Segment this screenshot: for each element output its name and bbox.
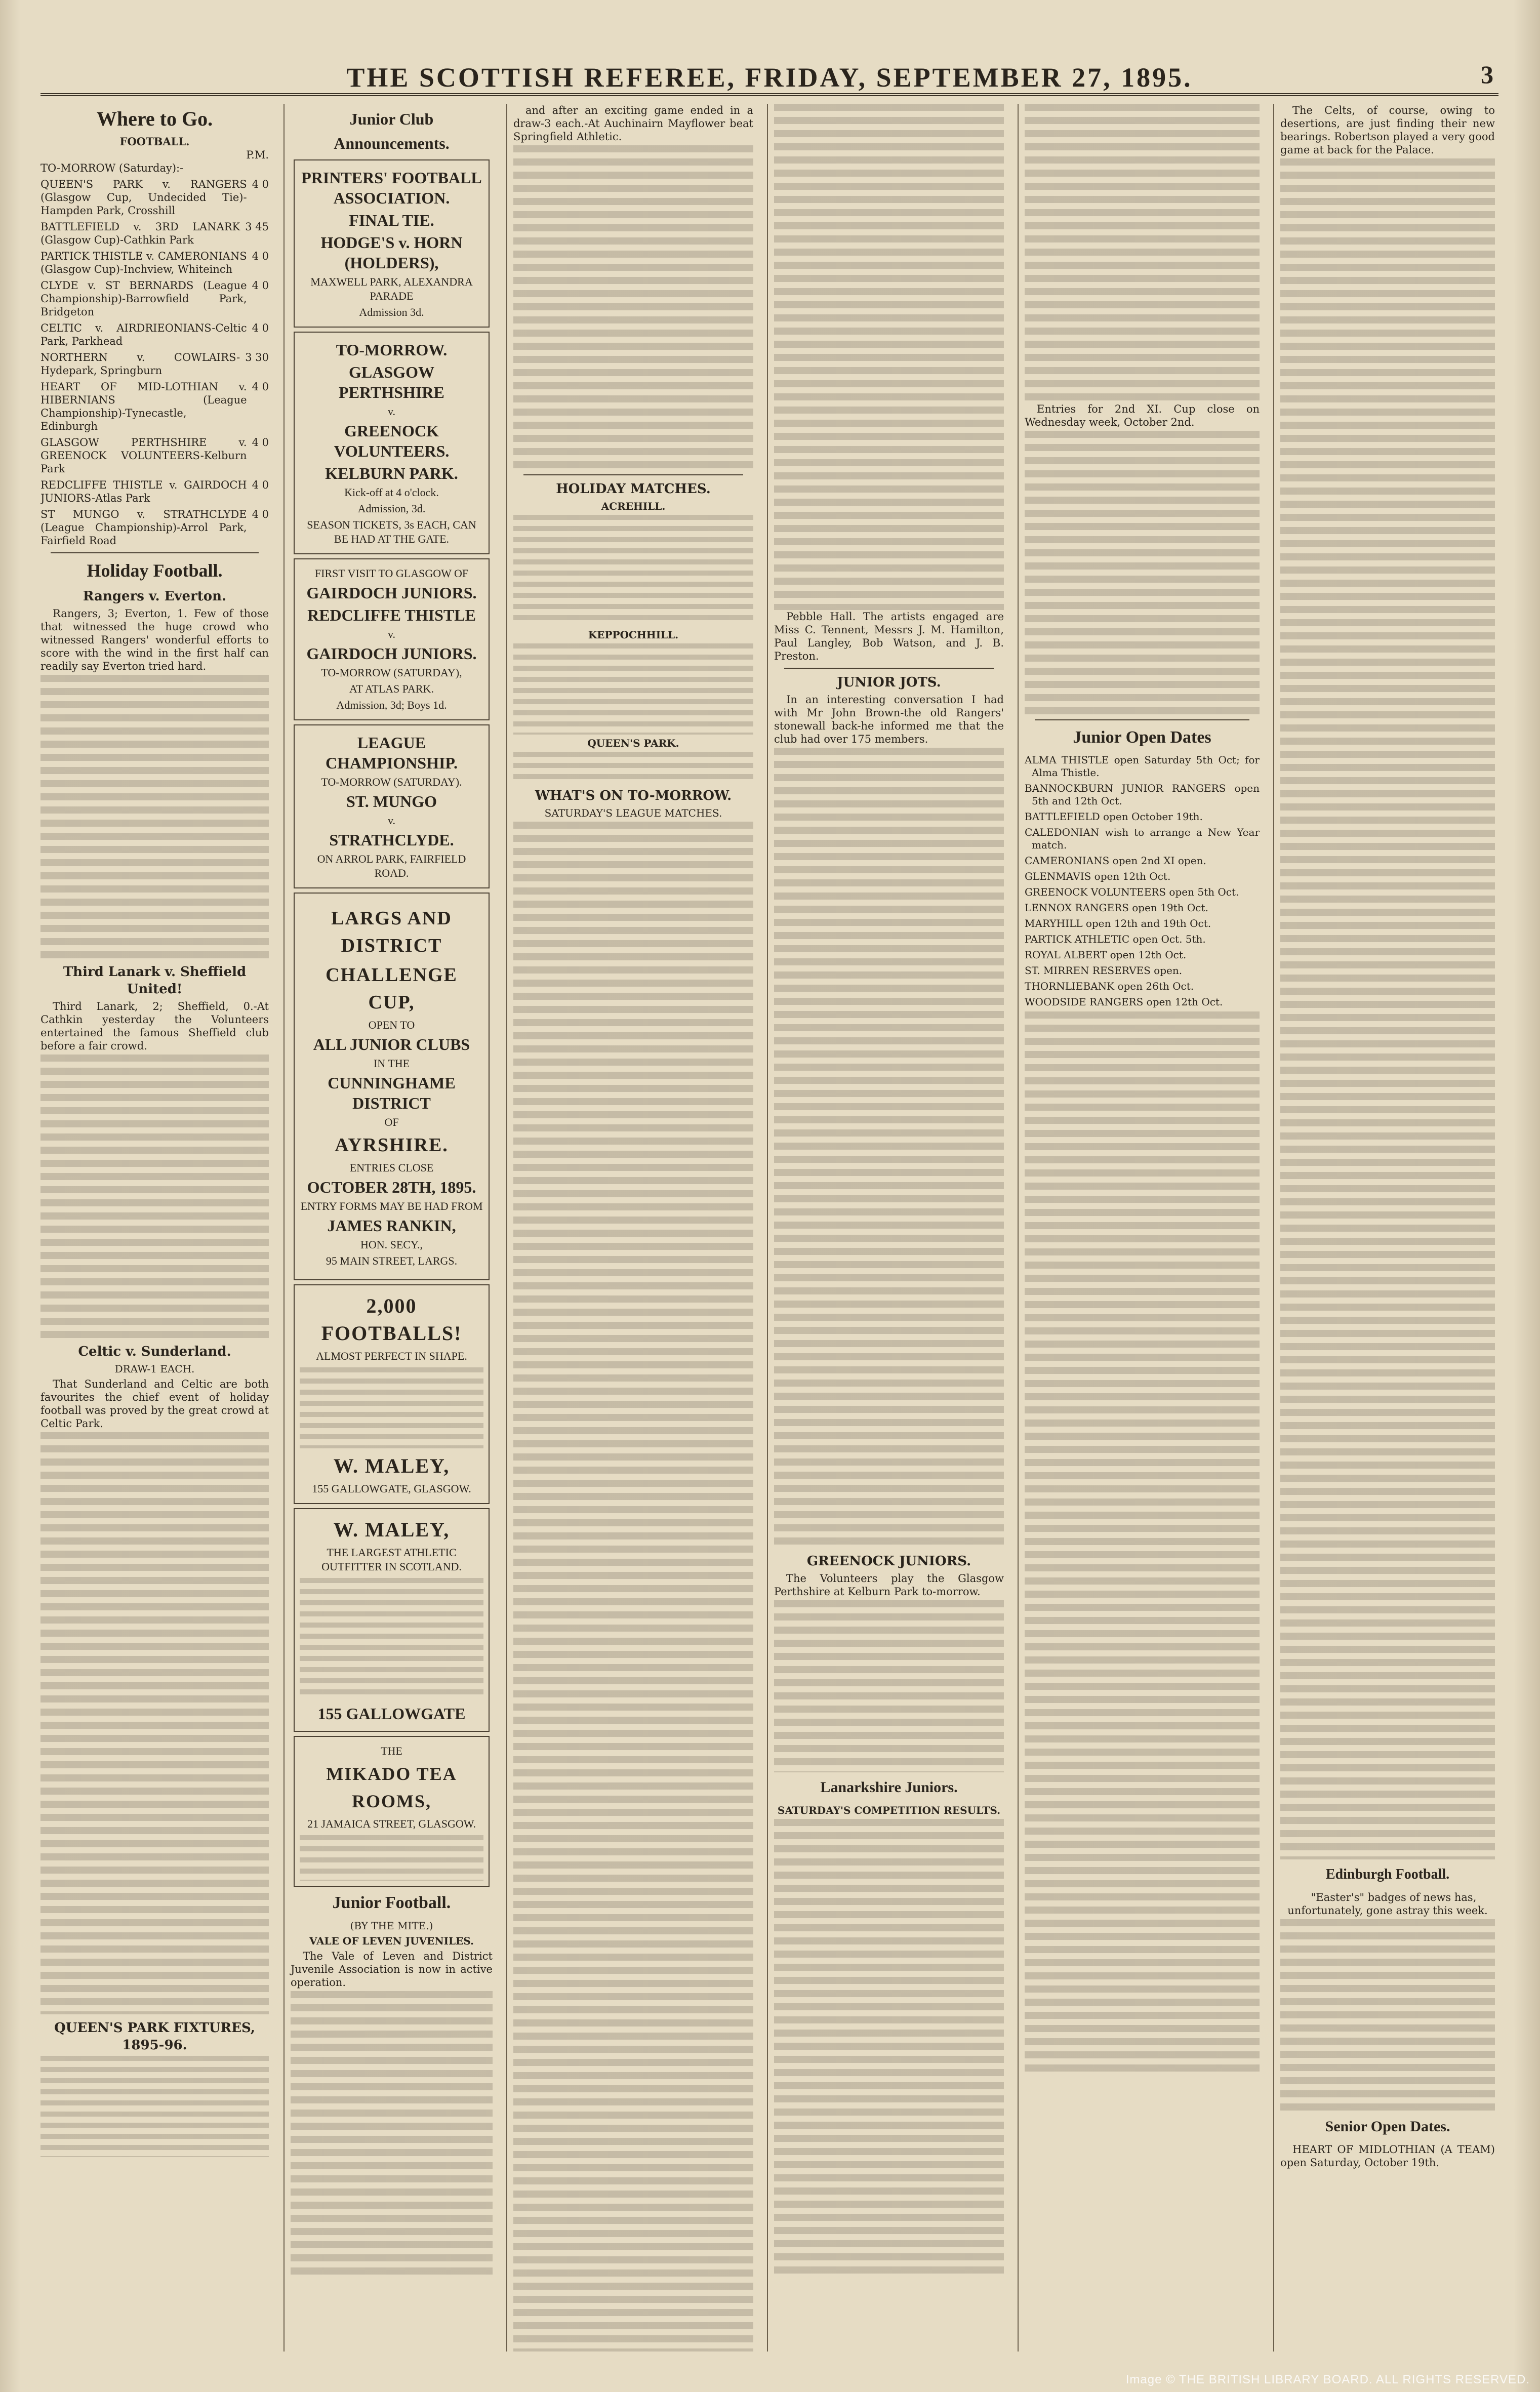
ad-line: IN THE (373, 1057, 410, 1070)
ad-line: CUNNINGHAME DISTRICT (328, 1074, 456, 1112)
fixture-row (40, 250, 269, 276)
fixture-row (40, 178, 269, 217)
ad-line: LARGS AND DISTRICT (331, 908, 452, 956)
whats-on-heading: WHAT'S ON TO-MORROW. (535, 788, 732, 803)
fixture-time: 4 0 (252, 381, 269, 393)
ad-printers-football (294, 159, 490, 328)
filler-text-block (1025, 431, 1260, 714)
filler-text-block (1280, 1919, 1495, 2112)
filler-text-block (774, 1819, 1004, 2275)
open-date-entry: GREENOCK VOLUNTEERS open 5th Oct. (1025, 886, 1239, 898)
fixture-row (40, 321, 269, 348)
ad-line: HODGE'S v. HORN (HOLDERS), (320, 233, 463, 272)
ad-line: ON ARROL PARK, FAIRFIELD ROAD. (317, 853, 466, 879)
ad-line: 95 MAIN STREET, LARGS. (326, 1254, 458, 1267)
ad-line: v. (387, 405, 396, 418)
open-date-entry: LENNOX RANGERS open 19th Oct. (1025, 902, 1208, 914)
ad-line: MIKADO TEA ROOMS, (326, 1764, 457, 1811)
ad-line: KELBURN PARK. (325, 464, 458, 482)
junior-open-dates-heading: Junior Open Dates (1073, 728, 1211, 747)
junior-byline: (BY THE MITE.) (350, 1920, 433, 1932)
filler-text-block (513, 643, 753, 735)
ad-line: THE (381, 1745, 402, 1757)
match-report-celtic-sunderland: That Sunderland and Celtic are both favourites the chief event of holiday football was proved by the great crowd at Celtic Park. (40, 1378, 269, 1430)
ad-line: OPEN TO (368, 1019, 415, 1031)
open-date-entry: CALEDONIAN wish to arrange a New Year match. (1025, 826, 1260, 851)
fixture-time: 4 0 (252, 178, 269, 190)
ad-line: 155 GALLOWGATE (317, 1705, 466, 1723)
fixture-text: TO-MORROW (Saturday):- (40, 162, 184, 174)
fixture-text: GLASGOW PERTHSHIRE v. GREENOCK VOLUNTEERS-Kelburn Park (40, 436, 247, 475)
open-date-entry: BATTLEFIELD open October 19th. (1025, 810, 1203, 823)
time-header (40, 148, 269, 161)
junior-jots-heading: JUNIOR JOTS. (837, 675, 941, 690)
senior-open-dates-heading: Senior Open Dates. (1325, 2118, 1450, 2135)
open-date-entry: BANNOCKBURN JUNIOR RANGERS open 5th and 12th Oct. (1025, 782, 1260, 807)
ad-line: GREENOCK VOLUNTEERS. (334, 422, 450, 460)
fixture-row (40, 380, 269, 433)
fixture-text: BATTLEFIELD v. 3RD LANARK (Glasgow Cup)-Cathkin Park (40, 221, 240, 246)
queens-park-fixtures-heading: QUEEN'S PARK FIXTURES, 1895-96. (54, 2020, 255, 2053)
ad-line: TO-MORROW (SATURDAY), (321, 666, 462, 679)
ad-line: GAIRDOCH JUNIORS. (306, 644, 477, 663)
divider (784, 668, 994, 669)
ad-line: OF (384, 1116, 399, 1128)
ad-line: ALL JUNIOR CLUBS (313, 1035, 470, 1053)
ad-perthshire-volunteers (294, 332, 490, 554)
where-to-go-heading: Where to Go. (96, 107, 213, 130)
queens-park-subheading: QUEEN'S PARK. (587, 737, 679, 749)
filler-text-block (1025, 1011, 1260, 2075)
ad-line: Admission, 3d. (357, 502, 426, 515)
fixture-text: CLYDE v. ST BERNARDS (League Championship)-Barrowfield Park, Bridgeton (40, 279, 247, 318)
ad-maley-outfitter (294, 1508, 490, 1732)
ad-line: 21 JAMAICA STREET, GLASGOW. (307, 1817, 476, 1830)
ad-line: STRATHCLYDE. (329, 831, 454, 849)
ad-line: AYRSHIRE. (335, 1134, 449, 1156)
ad-largs-challenge-cup (294, 893, 490, 1280)
divider (523, 474, 743, 475)
copyright-imprint: Image © THE BRITISH LIBRARY BOARD. ALL RIGHTS RESERVED. (1125, 2373, 1530, 2386)
fixture-row (40, 478, 269, 505)
open-date-entry: ST. MIRREN RESERVES open. (1025, 964, 1183, 977)
filler-text-block (513, 145, 753, 469)
ad-line: HON. SECY., (360, 1238, 423, 1251)
greenock-juniors-heading: GREENOCK JUNIORS. (806, 1554, 971, 1569)
ad-line: TO-MORROW (SATURDAY). (321, 776, 462, 788)
fixture-time: 4 0 (252, 322, 269, 334)
ad-line: Admission 3d. (359, 306, 424, 318)
ad-line: GLASGOW PERTHSHIRE (339, 363, 444, 401)
filler-text-block (40, 675, 269, 958)
acrehill-subheading: ACREHILL. (601, 500, 666, 512)
fixture-text: QUEEN'S PARK v. RANGERS (Glasgow Cup, Undecided Tie)-Hampden Park, Crosshill (40, 178, 247, 217)
ad-line: OCTOBER 28TH, 1895. (307, 1178, 476, 1196)
football-subheading (40, 135, 269, 148)
holiday-matches-heading: HOLIDAY MATCHES. (556, 481, 711, 497)
match-title-celtic-sunderland: Celtic v. Sunderland. (78, 1344, 231, 1359)
filler-text-block (300, 1835, 483, 1881)
fixture-time: 4 0 (252, 279, 269, 292)
filler-text-block (1025, 104, 1260, 402)
filler-text-block (774, 1600, 1004, 1772)
holiday-football-heading: Holiday Football. (87, 560, 223, 581)
ad-line: PRINTERS' FOOTBALL ASSOCIATION. (301, 169, 482, 207)
column-4-text-a: Pebble Hall. The artists engaged are Miss C. Tennent, Messrs J. M. Hamilton, Paul Langley, Bob Watson, and J. B. Preston. (774, 611, 1004, 662)
ad-line: ST. MUNGO (346, 792, 437, 810)
fixture-time: 4 0 (252, 508, 269, 520)
junior-football-heading: Junior Football. (332, 1893, 451, 1912)
match-report-third-lanark-sheffield: Third Lanark, 2; Sheffield, 0.-At Cathkin yesterday the Volunteers entertained the famous Sheffield club before a fair crowd. (40, 1000, 269, 1052)
edinburgh-football-text: "Easter's" badges of news has, unfortunately, gone astray this week. (1287, 1891, 1488, 1917)
ad-line: W. MALEY, (333, 1454, 450, 1477)
ad-line: ALMOST PERFECT IN SHAPE. (316, 1350, 467, 1362)
column-5-text-a: Entries for 2nd XI. Cup close on Wednesday week, October 2nd. (1025, 403, 1260, 428)
open-date-entry: MARYHILL open 12th and 19th Oct. (1025, 917, 1211, 929)
filler-text-block (300, 1367, 483, 1448)
ad-line: Admission, 3d; Boys 1d. (336, 699, 447, 711)
filler-text-block (40, 1432, 269, 2014)
fixture-text: HEART OF MID-LOTHIAN v. HIBERNIANS (League Championship)-Tynecastle, Edinburgh (40, 381, 247, 432)
filler-text-block (513, 752, 753, 782)
ad-line: SEASON TICKETS, 3s EACH, CAN BE HAD AT THE GATE. (307, 518, 476, 545)
open-date-entry: WOODSIDE RANGERS open 12th Oct. (1025, 996, 1223, 1008)
column-5 (1018, 104, 1266, 2352)
fixture-text: REDCLIFFE THISTLE v. GAIRDOCH JUNIORS-Atlas Park (40, 479, 247, 504)
senior-open-dates-text: HEART OF MIDLOTHIAN (A TEAM) open Saturday, October 19th. (1280, 2143, 1495, 2169)
column-4 (767, 104, 1010, 2352)
filler-text-block (40, 1055, 269, 1338)
match-report-rangers-everton: Rangers, 3; Everton, 1. Few of those that witnessed the huge crowd who witnessed Rangers' wonderful efforts to score with the wind in the first half can readily say Everton tried hard. (40, 607, 269, 672)
fixture-row (40, 161, 269, 175)
ad-line: GAIRDOCH JUNIORS. (306, 584, 477, 602)
ad-footballs-maley (294, 1284, 490, 1504)
ad-line: JAMES RANKIN, (327, 1217, 456, 1235)
fixture-time: 4 0 (252, 479, 269, 491)
filler-text-block (513, 515, 753, 626)
column-3 (506, 104, 759, 2352)
open-date-entry: ALMA THISTLE open Saturday 5th Oct; for Alma Thistle. (1025, 754, 1260, 779)
ad-line: AT ATLAS PARK. (349, 682, 434, 695)
ad-line: TO-MORROW. (336, 341, 448, 359)
filler-text-block (774, 748, 1004, 1548)
masthead-title: THE SCOTTISH REFEREE, FRIDAY, SEPTEMBER 27, 1895. (346, 62, 1193, 93)
open-date-entry: THORNLIEBANK open 26th Oct. (1025, 980, 1194, 992)
fixture-row (40, 436, 269, 475)
filler-text-block (774, 104, 1004, 610)
open-date-entry: GLENMAVIS open 12th Oct. (1025, 870, 1171, 882)
ad-mikado-tea-rooms (294, 1736, 490, 1887)
column-3-intro: and after an exciting game ended in a draw-3 each.-At Auchinairn Mayflower beat Springfield Athletic. (513, 104, 753, 143)
lanarkshire-juniors-heading: Lanarkshire Juniors. (820, 1779, 958, 1796)
ad-line: Kick-off at 4 o'clock. (344, 486, 439, 499)
match-title-rangers-everton: Rangers v. Everton. (83, 589, 227, 604)
filler-text-block (1280, 158, 1495, 1859)
ad-line: v. (387, 628, 396, 640)
column-1 (40, 104, 276, 2352)
column-2 (283, 104, 499, 2352)
match-title-third-lanark-sheffield: Third Lanark v. Sheffield United! (63, 964, 247, 997)
fixture-time: 4 0 (252, 250, 269, 262)
fixture-text: NORTHERN v. COWLAIRS-Hydepark, Springburn (40, 351, 240, 377)
open-date-entry: PARTICK ATHLETIC open Oct. 5th. (1025, 933, 1206, 945)
fixture-row (40, 508, 269, 547)
ad-line: THE LARGEST ATHLETIC OUTFITTER IN SCOTLAND. (321, 1546, 462, 1573)
ad-line: 2,000 FOOTBALLS! (321, 1294, 462, 1345)
fixture-time: 4 0 (252, 436, 269, 449)
ad-line: ENTRY FORMS MAY BE HAD FROM (300, 1200, 483, 1212)
ad-line: ENTRIES CLOSE (349, 1161, 434, 1174)
ad-line: W. MALEY, (333, 1518, 450, 1541)
ad-line: MAXWELL PARK, ALEXANDRA PARADE (310, 275, 473, 302)
filler-text-block (513, 822, 753, 2352)
keppochhill-subheading: KEPPOCHHILL. (588, 629, 679, 641)
fixture-row (40, 279, 269, 318)
junior-subheading: VALE OF LEVEN JUVENILES. (309, 1935, 474, 1947)
divider (1035, 719, 1249, 720)
column-6-text-a: The Celts, of course, owing to desertions, are just finding their new bearings. Robertson played a very good game at back for the Palace. (1280, 104, 1495, 156)
match-subtitle-celtic-sunderland: DRAW-1 EACH. (114, 1363, 195, 1375)
fixture-text: PARTICK THISTLE v. CAMERONIANS (Glasgow Cup)-Inchview, Whiteinch (40, 250, 247, 275)
column-6 (1273, 104, 1501, 2352)
ad-line: FIRST VISIT TO GLASGOW OF (314, 567, 469, 580)
fixture-list (40, 161, 269, 547)
filler-text-block (291, 1991, 493, 2275)
ad-gairdoch-juniors (294, 558, 490, 720)
ad-line: CHALLENGE CUP, (326, 964, 458, 1013)
page-number: 3 (1481, 60, 1493, 89)
fixture-time: 3 30 (245, 351, 269, 363)
open-dates-list (1025, 754, 1260, 1008)
divider (51, 552, 259, 553)
football-subheading-text: FOOTBALL. (119, 135, 190, 148)
junior-text: The Vale of Leven and District Juvenile Association is now in active operation. (291, 1950, 493, 1989)
ad-line: LEAGUE CHAMPIONSHIP. (325, 734, 458, 772)
fixture-time: 3 45 (245, 221, 269, 233)
fixture-row (40, 351, 269, 377)
filler-text-block (40, 2056, 269, 2157)
lanarkshire-subheading: SATURDAY'S COMPETITION RESULTS. (777, 1804, 1001, 1816)
masthead (40, 56, 1498, 96)
ad-line: v. (387, 814, 396, 827)
fixture-text: ST MUNGO v. STRATHCLYDE (League Championship)-Arrol Park, Fairfield Road (40, 508, 247, 547)
junior-jots-text: In an interesting conversation I had with Mr John Brown-the old Rangers' stonewall back-he informed me that the club had over 175 members. (774, 694, 1004, 745)
fixture-text: CELTIC v. AIRDRIEONIANS-Celtic Park, Parkhead (40, 322, 247, 347)
ad-line: 155 GALLOWGATE, GLASGOW. (312, 1482, 471, 1495)
open-date-entry: CAMERONIANS open 2nd XI open. (1025, 855, 1206, 867)
greenock-juniors-text: The Volunteers play the Glasgow Perthshire at Kelburn Park to-morrow. (774, 1572, 1004, 1598)
ad-line: FINAL TIE. (349, 211, 434, 229)
time-header-text: P.M. (246, 149, 269, 161)
ad-line: REDCLIFFE THISTLE (307, 606, 476, 624)
ad-league-championship (294, 724, 490, 888)
fixture-row (40, 220, 269, 247)
whats-on-subheading: SATURDAY'S LEAGUE MATCHES. (544, 807, 722, 819)
junior-club-announcements-heading: Junior Club Announcements. (334, 110, 450, 152)
edinburgh-football-heading: Edinburgh Football. (1325, 1867, 1450, 1882)
open-date-entry: ROYAL ALBERT open 12th Oct. (1025, 949, 1187, 961)
filler-text-block (300, 1578, 483, 1699)
